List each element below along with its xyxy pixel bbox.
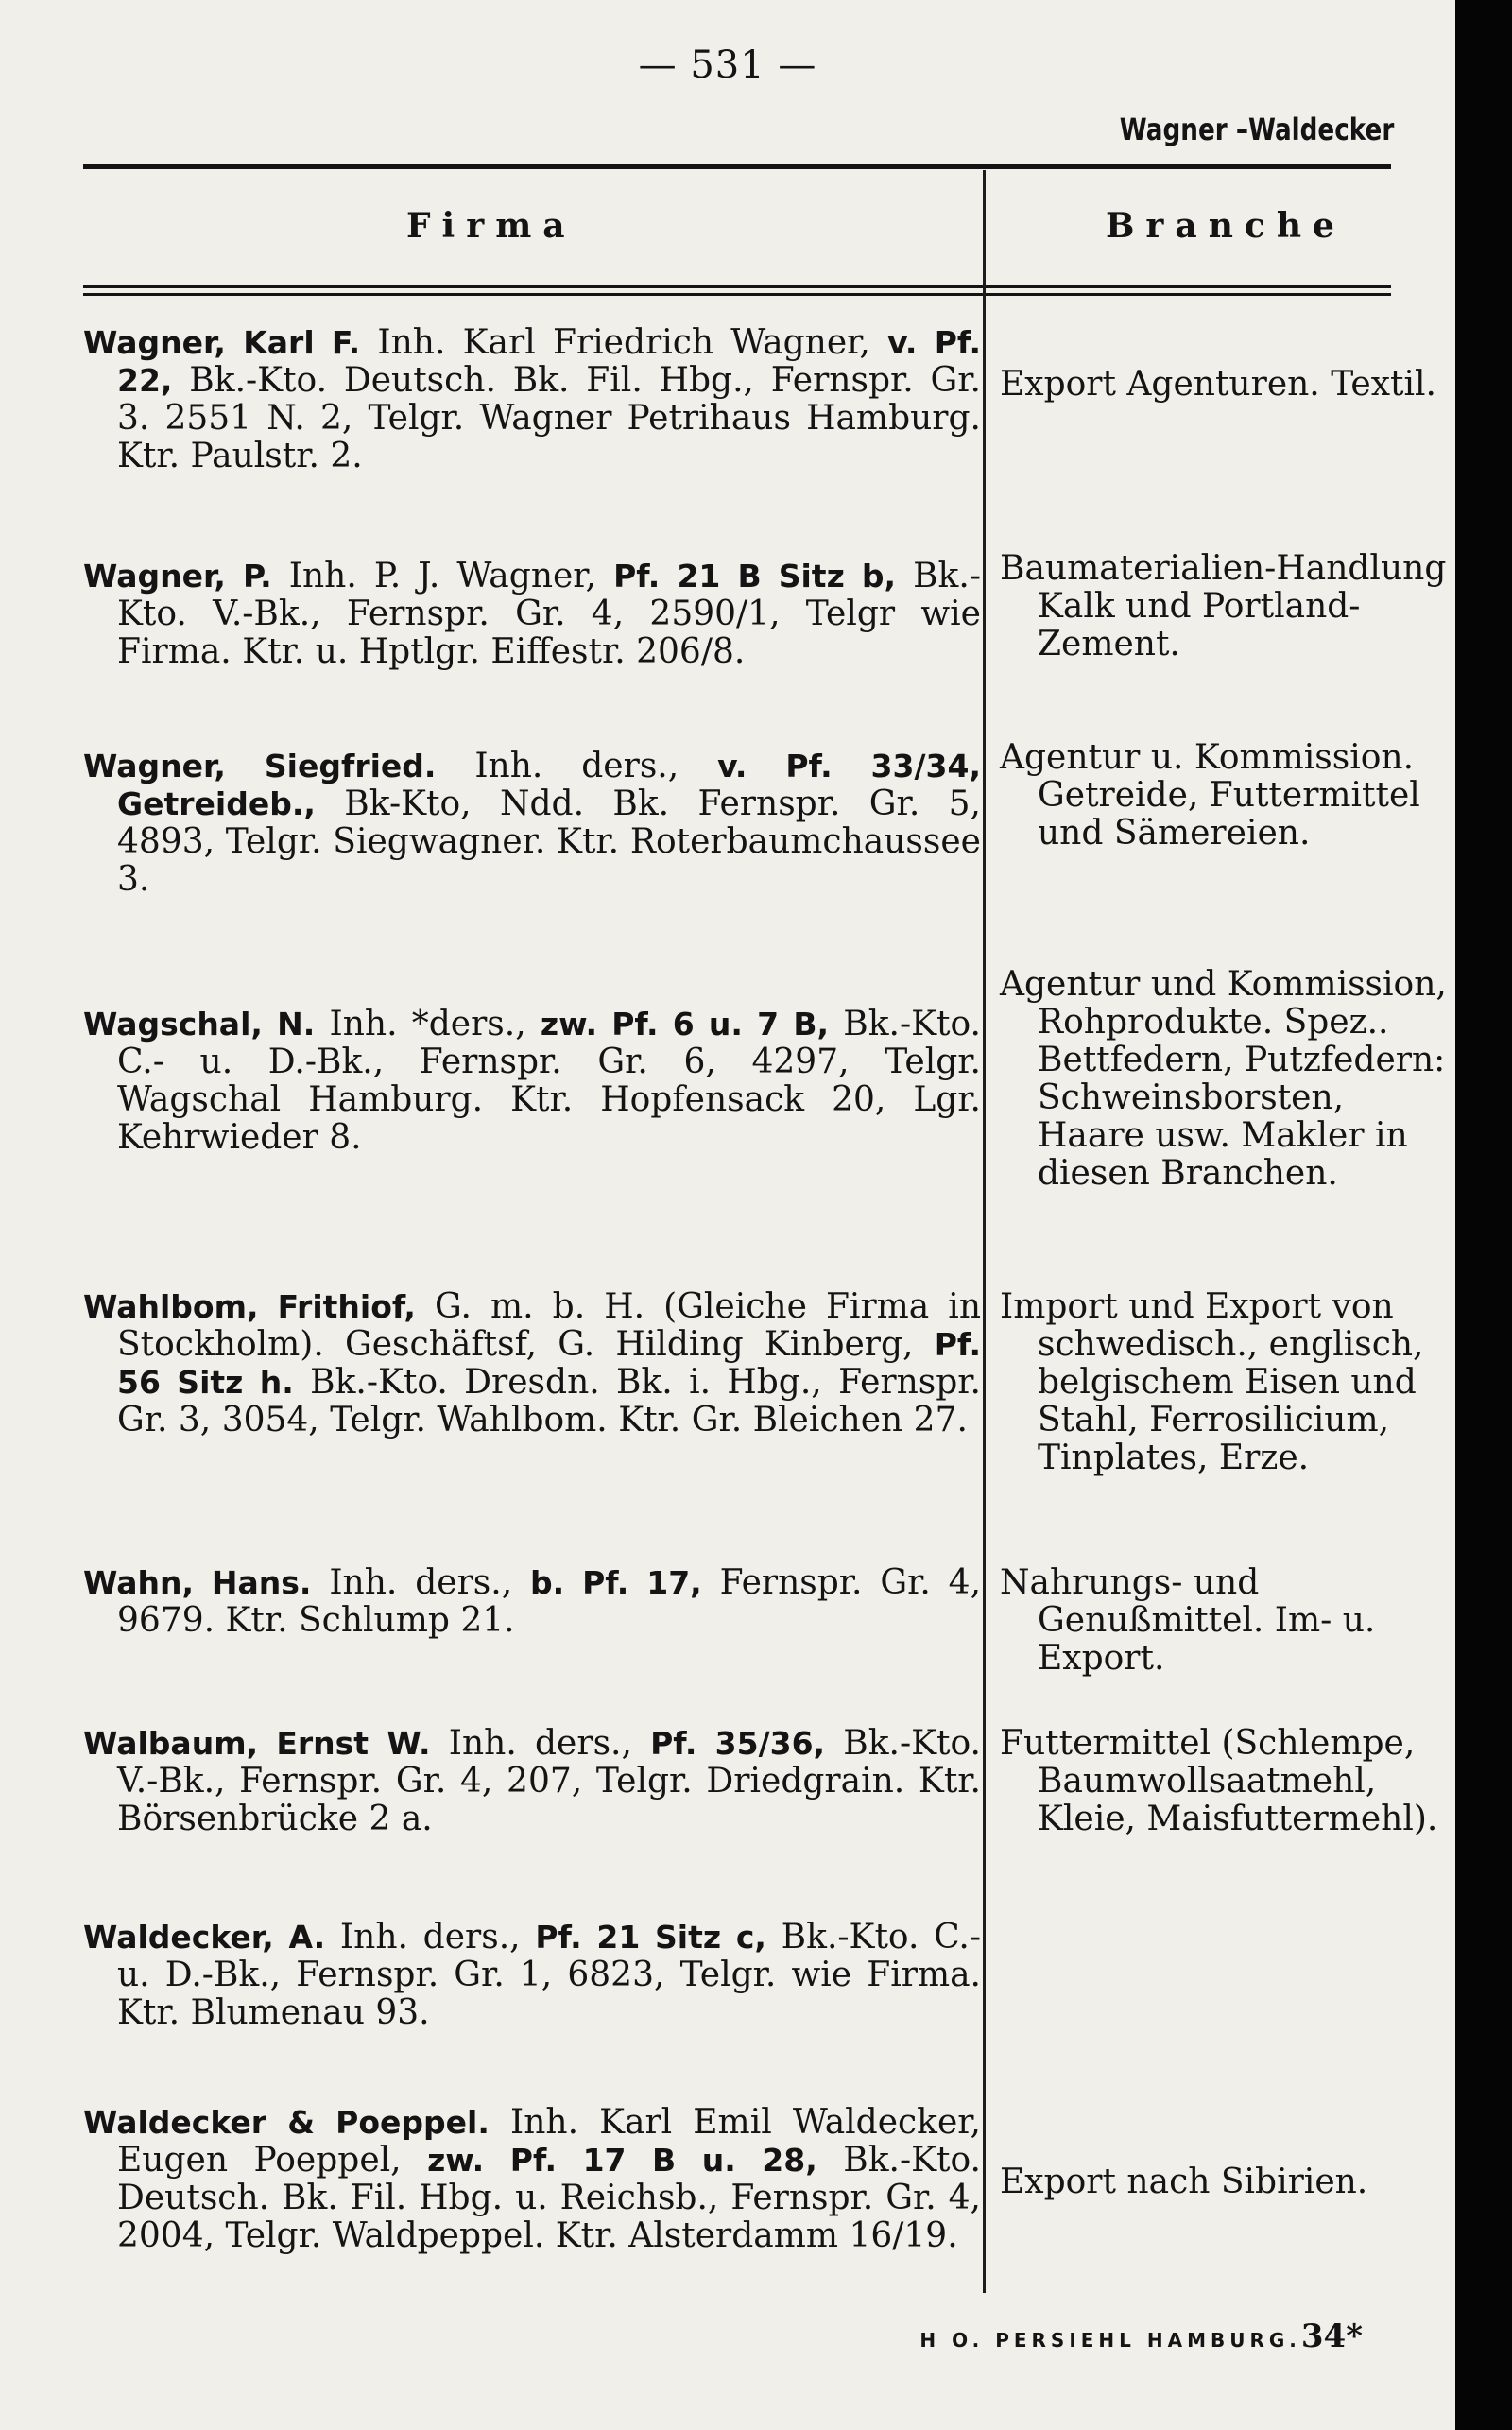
entry-name: Wagschal, N.: [83, 1006, 316, 1043]
running-head: Wagner –Waldecker: [1119, 112, 1394, 147]
entry-detail-bold: Pf. 21 Sitz c,: [535, 1919, 766, 1956]
entry-firma: [83, 324, 981, 475]
entry-detail: Bk.-Kto. V.-Bk., Fernspr. Gr. 4, 207, Telgr. Driedgrain. Ktr. Börsenbrücke 2 a.: [117, 1724, 981, 1838]
entry-detail: Inh. Karl Friedrich Wagner,: [360, 323, 888, 362]
entry-name: Wagner, P.: [83, 558, 272, 595]
entry-firma: [83, 558, 981, 671]
printer-imprint: [919, 2318, 1363, 2355]
entry-detail-bold: b. Pf. 17,: [530, 1564, 702, 1601]
entry-detail: Inh. ders.,: [430, 1724, 651, 1763]
entry-branche: Import und Export von schwedisch., englisch, belgischem Eisen und Stahl, Ferrosilicium, Tinplates, Erze.: [1000, 1287, 1424, 1477]
entry-detail: Inh. ders.,: [436, 747, 718, 785]
entry-branche: Baumaterialien-Handlung Kalk und Portland-Zement.: [1000, 549, 1447, 664]
entry-detail: Bk.-Kto. Deutsch. Bk. Fil. Hbg. u. Reichsb., Fernspr. Gr. 4, 2004, Telgr. Waldpeppel. Ktr. Alsterdamm 16/19.: [117, 2141, 982, 2255]
entry-branche: Export nach Sibirien.: [1000, 2163, 1368, 2201]
sheet-mark: 34*: [1300, 2318, 1363, 2355]
entry-firma: [83, 1288, 981, 1439]
column-divider: [983, 170, 986, 2293]
printer-name: H O. PERSIEHL HAMBURG.: [919, 2329, 1301, 2352]
entry-detail-bold: v. Pf. 33/34, Getreideb.,: [117, 748, 981, 822]
entry-name: Wahlbom, Frithiof,: [83, 1288, 416, 1325]
entry-branche: Export Agenturen. Textil.: [1000, 365, 1436, 404]
double-rule-bottom: [83, 293, 1391, 296]
entry-firma: [83, 2104, 981, 2255]
entry-detail: Bk.-Kto. C.- u. D.-Bk., Fernspr. Gr. 6, 4297, Telgr. Wagschal Hamburg. Ktr. Hopfensack 20, Lgr. Kehrwieder 8.: [117, 1005, 981, 1157]
entry-branche: Nahrungs- und Genußmittel. Im- u. Export.: [1000, 1563, 1376, 1678]
entry-firma: [83, 1564, 981, 1640]
entry-branche: Agentur u. Kommission. Getreide, Futtermittel und Sämereien.: [1000, 738, 1420, 853]
entry-detail-bold: Pf. 56 Sitz h.: [117, 1326, 981, 1401]
entry-name: Wagner, Karl F.: [83, 324, 361, 361]
entry-detail: Inh. Karl Emil Waldecker, Eugen Poeppel,: [117, 2103, 981, 2180]
entry-detail: Inh. ders.,: [311, 1563, 531, 1602]
entry-firma: [83, 1006, 981, 1157]
entry-detail: Inh. ders.,: [325, 1918, 536, 1956]
scan-edge: [1455, 0, 1512, 2430]
entry-branche: Agentur und Kommission, Rohprodukte. Spez.. Bettfedern, Putzfedern: Schweinsborsten, Haare usw. Makler in diesen Branchen.: [1000, 965, 1447, 1193]
page-number: — 531 —: [638, 43, 817, 87]
entry-detail-bold: zw. Pf. 17 B u. 28,: [427, 2142, 817, 2179]
entry-detail-bold: zw. Pf. 6 u. 7 B,: [540, 1006, 830, 1043]
entry-firma: [83, 1725, 981, 1838]
entry-detail: Bk.-Kto. V.-Bk., Fernspr. Gr. 4, 2590/1, Telgr wie Firma. Ktr. u. Hptlgr. Eiffestr. 206/8.: [117, 557, 981, 671]
entry-detail-bold: Pf. 21 B Sitz b,: [613, 558, 897, 595]
entry-firma: [83, 1919, 981, 2032]
entry-detail: Inh. P. J. Wagner,: [271, 557, 614, 595]
entry-firma: [83, 748, 981, 899]
entry-detail: Bk.-Kto. Dresdn. Bk. i. Hbg., Fernspr. Gr. 3, 3054, Telgr. Wahlbom. Ktr. Gr. Bleichen 27.: [117, 1363, 981, 1439]
entry-branche: Futtermittel (Schlempe, Baumwollsaatmehl, Kleie, Maisfuttermehl).: [1000, 1724, 1438, 1838]
column-header-branche: Branche: [1106, 206, 1346, 246]
entry-detail: Bk.-Kto. Deutsch. Bk. Fil. Hbg., Fernspr. Gr. 3. 2551 N. 2, Telgr. Wagner Petrihaus Hamburg. Ktr. Paulstr. 2.: [117, 361, 981, 475]
entry-detail: Inh. *ders.,: [315, 1005, 541, 1043]
entry-detail: G. m. b. H. (Gleiche Firma in Stockholm). Geschäftsf, G. Hilding Kinberg,: [117, 1287, 982, 1364]
entry-name: Wagner, Siegfried.: [83, 748, 437, 784]
entry-name: Waldecker, A.: [83, 1919, 326, 1956]
entry-detail-bold: v. Pf. 22,: [117, 324, 981, 399]
entry-detail: Bk-Kto, Ndd. Bk. Fernspr. Gr. 5, 4893, Telgr. Siegwagner. Ktr. Roterbaumchaussee 3.: [117, 784, 981, 899]
header-rule: [83, 164, 1391, 169]
entry-detail: Fernspr. Gr. 4, 9679. Ktr. Schlump 21.: [117, 1563, 982, 1640]
entry-name: Wahn, Hans.: [83, 1564, 312, 1601]
column-header-firma: Firma: [406, 206, 576, 246]
double-rule-top: [83, 285, 1391, 288]
entry-detail: Bk.-Kto. C.- u. D.-Bk., Fernspr. Gr. 1, 6823, Telgr. wie Firma. Ktr. Blumenau 93.: [117, 1918, 981, 2032]
entry-detail-bold: Pf. 35/36,: [650, 1725, 826, 1762]
entry-name: Waldecker & Poeppel.: [83, 2104, 490, 2141]
entry-name: Walbaum, Ernst W.: [83, 1725, 431, 1762]
